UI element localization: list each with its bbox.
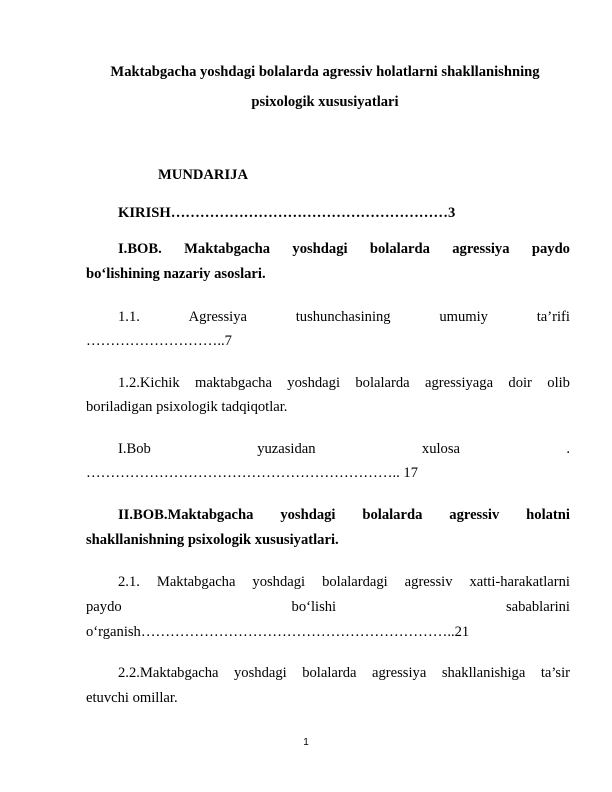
document-title-line-1: Maktabgacha yoshdagi bolalarda agressiv holatlarni shakllanishning	[110, 64, 540, 80]
word: bolalardagi	[322, 574, 388, 590]
word: 2.1.	[118, 574, 140, 590]
word: Maktabgacha	[156, 574, 236, 590]
toc-chapter-2-line-1	[118, 507, 570, 524]
contents-heading: MUNDARIJA	[158, 167, 248, 183]
word: II.BOB.Maktabgacha	[118, 507, 254, 523]
word: ta’rifi	[536, 309, 570, 325]
word: yuzasidan	[257, 441, 316, 457]
toc-item-1-2-line-2: boriladigan psixologik tadqiqotlar.	[86, 399, 288, 415]
word: 2.2.Maktabgacha	[118, 665, 219, 681]
toc-item-1-2-line-1	[118, 375, 570, 392]
toc-item-2-1-line-2	[86, 599, 570, 616]
toc-conclusion-1-line-2: ……………………………………………………….. 17	[86, 465, 419, 481]
toc-item-2-1-line-1	[118, 574, 570, 591]
word: tushunchasining	[295, 309, 391, 325]
word: xatti-harakatlarni	[469, 574, 570, 590]
word: olib	[547, 375, 570, 391]
word: holatni	[526, 507, 570, 523]
word: yoshdagi	[287, 375, 340, 391]
word: paydo	[86, 599, 122, 615]
toc-conclusion-1-line-1	[118, 441, 570, 458]
word: 1.1.	[118, 309, 140, 325]
word: Maktabgacha	[184, 241, 271, 257]
word: agressiyaga	[424, 375, 494, 391]
word: bolalarda	[369, 241, 430, 257]
word: yoshdagi	[234, 665, 287, 681]
word: ta’sir	[540, 665, 570, 681]
toc-chapter-1-line-2: bo‘lishining nazariy asoslari.	[86, 266, 266, 282]
word: .	[566, 441, 570, 457]
word: doir	[508, 375, 532, 391]
word: agressiya	[372, 665, 427, 681]
document-title-line-2: psixologik xususiyatlari	[251, 94, 399, 110]
toc-item-2-2-line-2: etuvchi omillar.	[86, 690, 178, 706]
word: sabablarini	[505, 599, 570, 615]
word: 1.2.Kichik	[118, 375, 180, 391]
toc-chapter-2-line-2: shakllanishning psixologik xususiyatlari.	[86, 532, 339, 548]
word: agressiv	[449, 507, 500, 523]
word: agressiya	[452, 241, 510, 257]
toc-item-2-1-line-3: o‘rganish………………………………………………………..21	[86, 624, 470, 640]
toc-intro: KIRISH…………………………………………………3	[118, 205, 456, 221]
word: shakllanishiga	[441, 665, 526, 681]
word: I.Bob	[118, 441, 151, 457]
page-number: 1	[303, 737, 309, 748]
word: xulosa	[421, 441, 460, 457]
word: I.BOB.	[118, 241, 162, 257]
word: maktabgacha	[194, 375, 272, 391]
word: bolalarda	[362, 507, 423, 523]
toc-item-2-2-line-1	[118, 665, 570, 682]
toc-chapter-1-line-1	[118, 241, 570, 258]
word: Agressiya	[188, 309, 247, 325]
word: bolalarda	[302, 665, 357, 681]
word: agressiv	[404, 574, 453, 590]
word: yoshdagi	[252, 574, 306, 590]
word: bo‘lishi	[291, 599, 337, 615]
word: umumiy	[439, 309, 488, 325]
toc-item-1-1-line-2: ………………………..7	[86, 333, 232, 349]
word: yoshdagi	[292, 241, 348, 257]
word: bolalarda	[355, 375, 410, 391]
word: paydo	[531, 241, 570, 257]
toc-item-1-1-line-1	[118, 309, 570, 326]
word: yoshdagi	[280, 507, 336, 523]
